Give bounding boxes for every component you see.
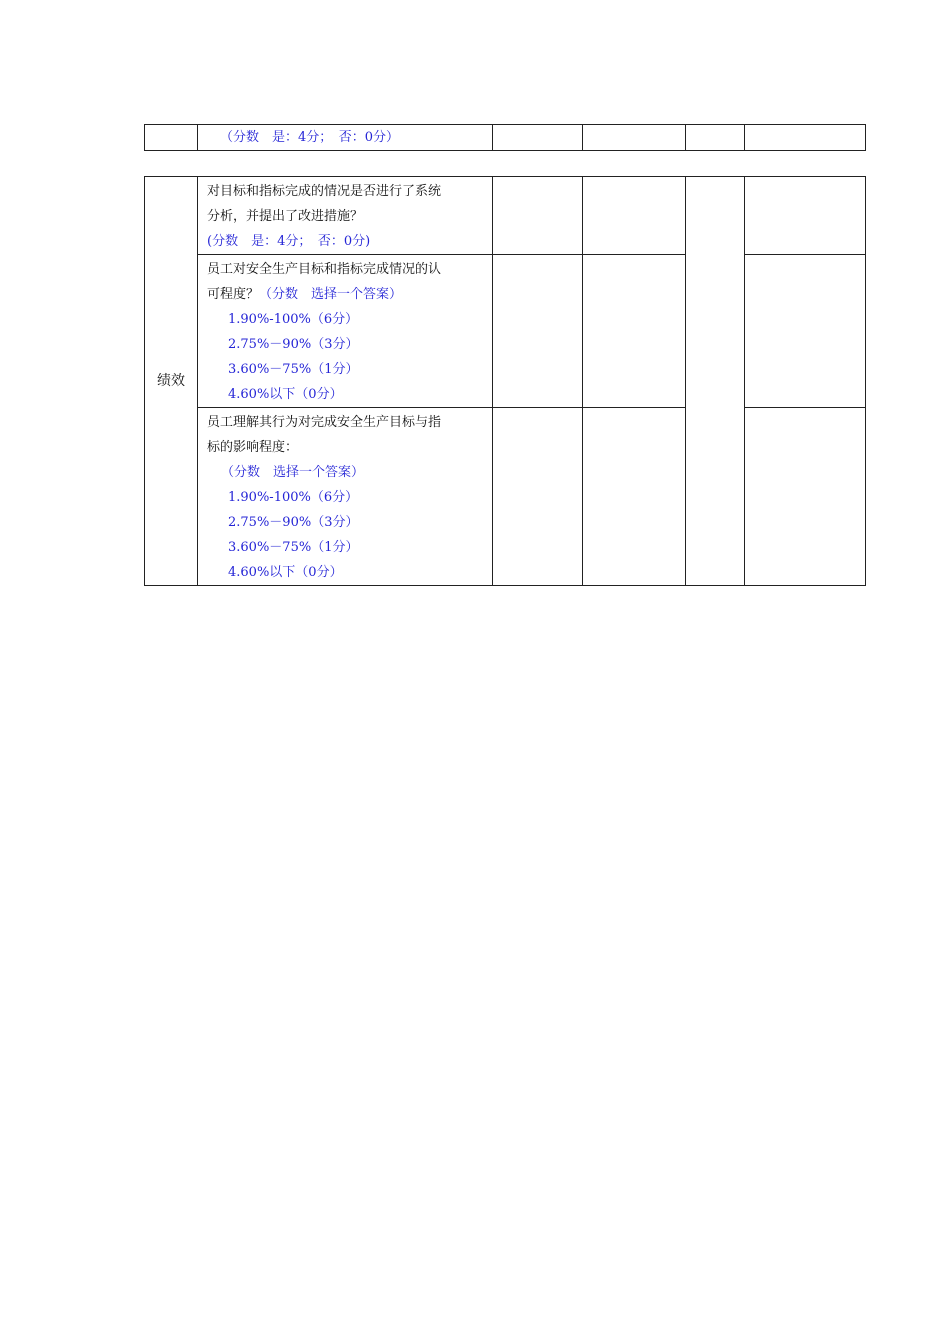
value-cell [745, 408, 866, 586]
question-text: 员工理解其行为对完成安全生产目标与指 [207, 415, 442, 430]
question-cell [198, 255, 493, 408]
answer-option: 4.60%以下（0分） [228, 387, 343, 402]
answer-option: 3.60%－75%（1分） [228, 362, 359, 377]
answer-option: 2.75%－90%（3分） [228, 515, 359, 530]
answer-option: 4.60%以下（0分） [228, 565, 343, 580]
question-text: 可程度？ [207, 287, 260, 302]
value-cell [493, 125, 583, 151]
table-row [145, 177, 866, 255]
score-note: （分数 选择一个答案） [221, 465, 365, 480]
value-cell [745, 255, 866, 408]
question-text: 分析，并提出了改进措施？ [207, 209, 364, 224]
table-row [145, 408, 866, 586]
table-row [145, 255, 866, 408]
value-cell [583, 125, 686, 151]
answer-option: 3.60%－75%（1分） [228, 540, 359, 555]
answer-option: 1.90%-100%（6分） [228, 312, 359, 327]
value-cell [686, 125, 745, 151]
question-cell [198, 177, 493, 255]
category-label: 绩效 [145, 177, 198, 586]
value-cell [493, 408, 583, 586]
score-note: （分数 是：4分； 否：0分） [198, 125, 493, 151]
question-text: 标的影响程度： [207, 440, 299, 455]
value-cell [493, 255, 583, 408]
value-cell [583, 408, 686, 586]
performance-table [144, 176, 866, 586]
question-text: 对目标和指标完成的情况是否进行了系统 [207, 184, 442, 199]
score-note: （分数 选择一个答案） [259, 287, 403, 302]
value-cell [583, 255, 686, 408]
category-cell [145, 125, 198, 151]
question-cell [198, 408, 493, 586]
answer-option: 1.90%-100%（6分） [228, 490, 359, 505]
value-cell [745, 177, 866, 255]
value-cell [745, 125, 866, 151]
score-note: (分数 是：4分； 否：0分) [207, 234, 371, 249]
answer-option: 2.75%－90%（3分） [228, 337, 359, 352]
top-table-fragment [144, 124, 866, 151]
value-cell [493, 177, 583, 255]
merged-value-cell [686, 177, 745, 586]
table-row [145, 125, 866, 151]
question-text: 员工对安全生产目标和指标完成情况的认 [207, 262, 442, 277]
value-cell [583, 177, 686, 255]
